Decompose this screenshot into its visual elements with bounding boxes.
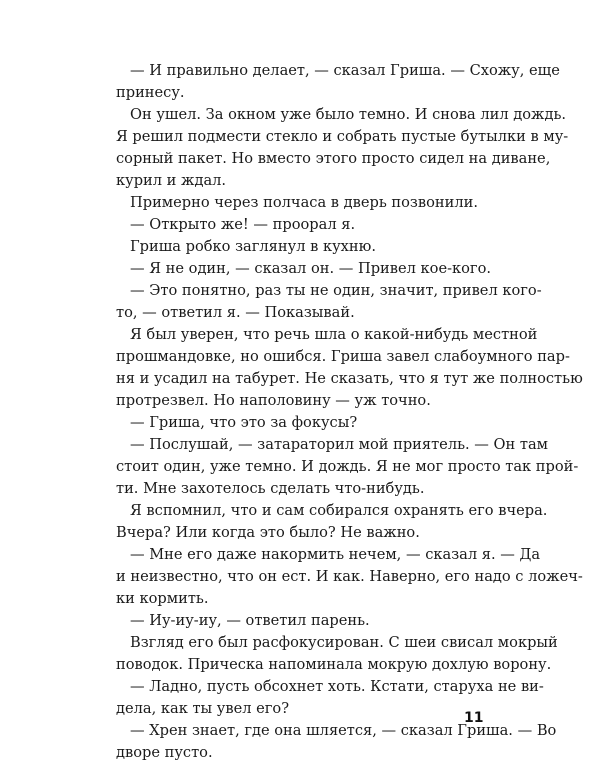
text-line: поводок. Прическа напоминала мокрую дохлую ворону. [116,656,552,673]
text-line: — И правильно делает, — сказал Гриша. — Схожу, еще [130,62,560,79]
text-line: — Это понятно, раз ты не один, значит, привел кого- [130,282,542,299]
text-line: — Гриша, что это за фокусы? [130,414,358,431]
text-line: Я вспомнил, что и сам собирался охранять его вчера. [130,502,548,519]
text-line: ки кормить. [116,590,209,607]
text-line: — Послушай, — затараторил мой приятель. — Он там [130,436,548,453]
text-line: — Ладно, пусть обсохнет хоть. Кстати, старуха не ви- [130,678,544,695]
text-line: — Хрен знает, где она шляется, — сказал Гриша. — Во [130,722,557,739]
text-line: Примерно через полчаса в дверь позвонили. [130,194,478,211]
text-line: ти. Мне захотелось сделать что-нибудь. [116,480,425,497]
text-line: сорный пакет. Но вместо этого просто сидел на диване, [116,150,551,167]
page-number: 11 [464,710,484,726]
text-line: Вчера? Или когда это было? Не важно. [116,524,420,541]
text-line: принесу. [116,84,185,101]
text-line: Он ушел. За окном уже было темно. И снова лил дождь. [130,106,567,123]
text-line: Я был уверен, что речь шла о какой-нибудь местной [130,326,538,343]
text-line: — Иу-иу-иу, — ответил парень. [130,612,370,629]
text-line: прошмандовке, но ошибся. Гриша завел слабоумного пар- [116,348,570,365]
text-line: — Открыто же! — проорал я. [130,216,356,233]
text-line: курил и ждал. [116,172,227,189]
text-line: — Я не один, — сказал он. — Привел кое-кого. [130,260,491,277]
text-line: Взгляд его был расфокусирован. С шеи свисал мокрый [130,634,558,651]
text-line: Я решил подмести стекло и собрать пустые бутылки в му- [116,128,569,145]
text-line: Гриша робко заглянул в кухню. [130,238,376,255]
text-line: ня и усадил на табурет. Не сказать, что я тут же полностью [116,370,583,387]
text-line: дела, как ты увел его? [116,700,290,717]
text-line: и неизвестно, что он ест. И как. Наверно, его надо с ложеч- [116,568,583,585]
text-line: стоит один, уже темно. И дождь. Я не мог просто так прой- [116,458,579,475]
text-line: дворе пусто. [116,744,213,761]
text-line: протрезвел. Но наполовину — уж точно. [116,392,431,409]
text-line: то, — ответил я. — Показывай. [116,304,355,321]
text-line: — Мне его даже накормить нечем, — сказал я. — Да [130,546,541,563]
